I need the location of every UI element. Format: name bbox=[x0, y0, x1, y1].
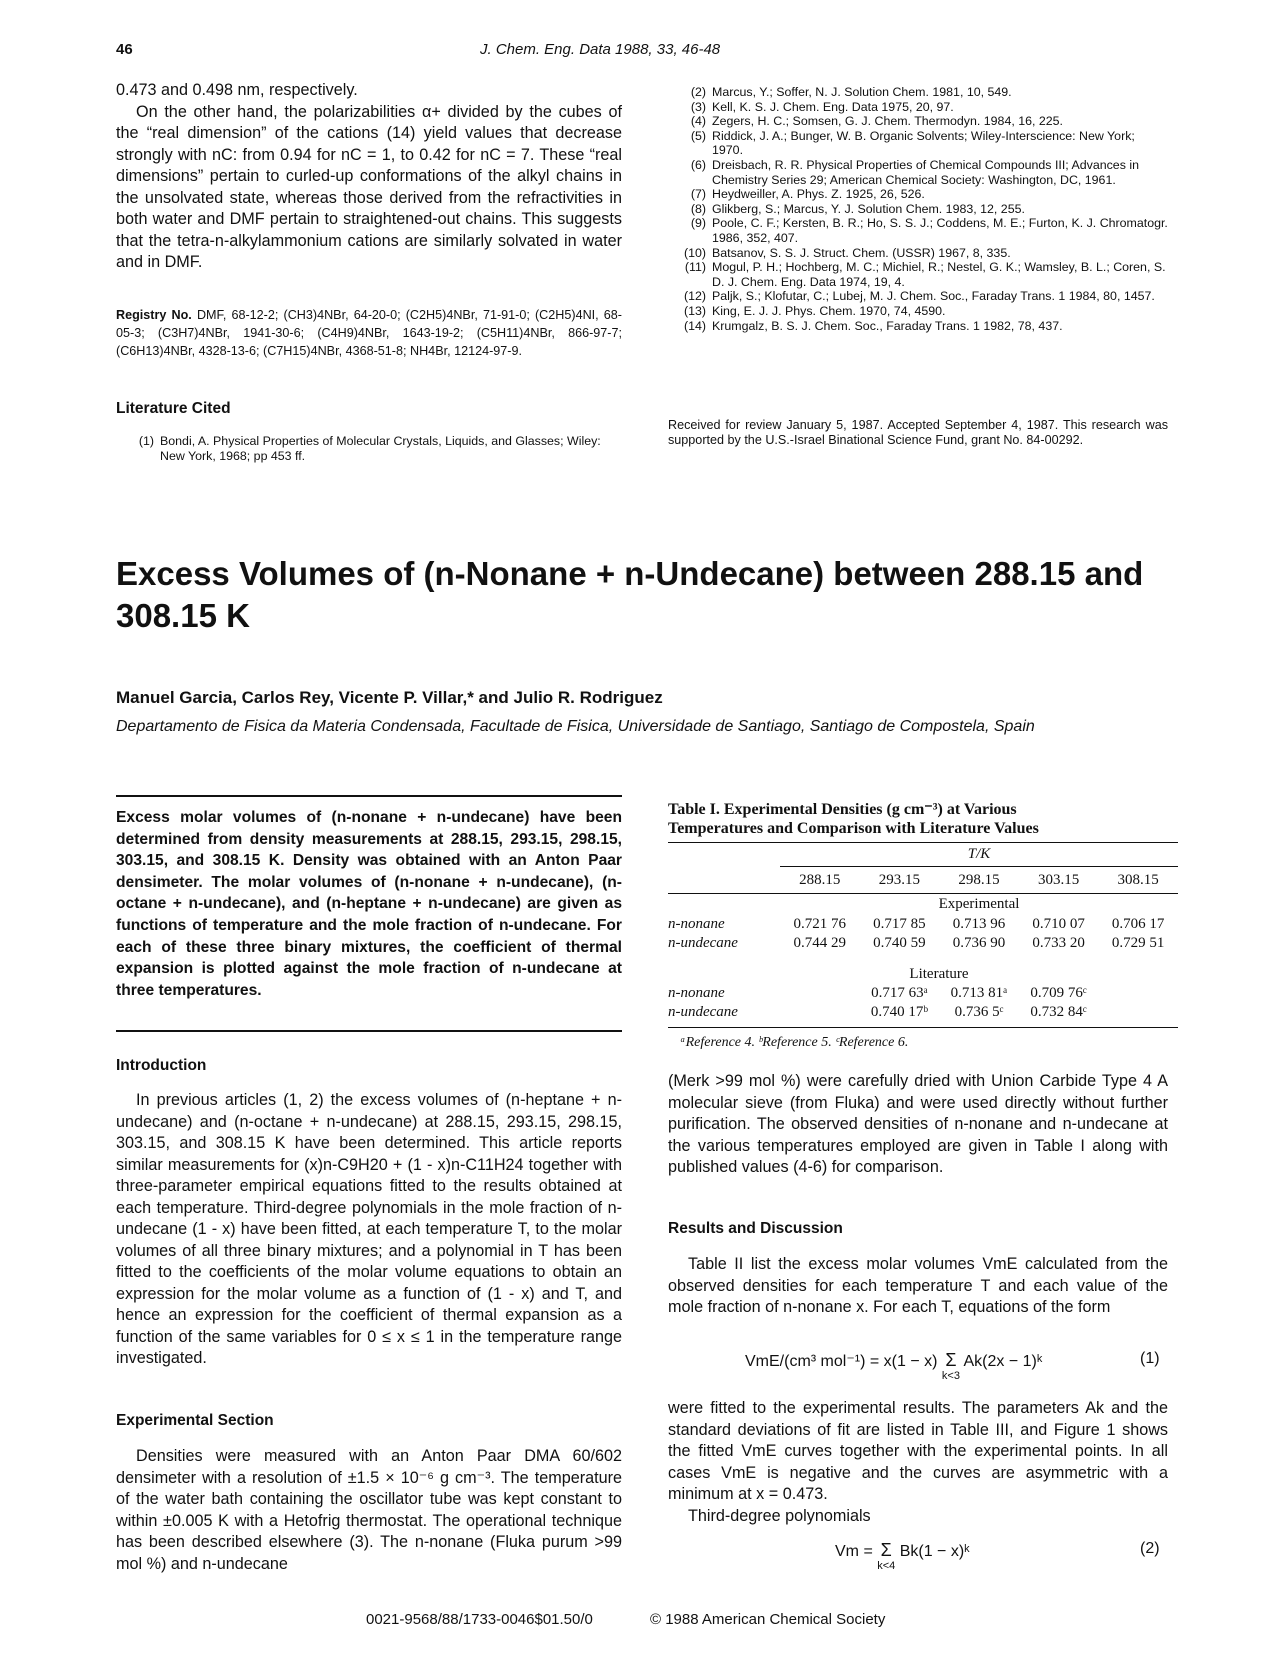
reference-item: (7) Heydweiller, A. Phys. Z. 1925, 26, 526. bbox=[690, 187, 925, 202]
experimental-heading: Experimental Section bbox=[116, 1412, 274, 1429]
registry-numbers bbox=[116, 306, 622, 360]
equation-2-number: (2) bbox=[1140, 1540, 1160, 1557]
table-group-rule bbox=[780, 866, 1178, 867]
results-text-2: were fitted to the experimental results. The parameters Ak and the standard deviations of fit are listed in Table III, and Figure 1 shows the fitted VmE curves together with the experimental points. In all cases VmE is negative and the curves are asymmetric with a minimum at x = 0.473. bbox=[668, 1399, 1168, 1503]
table-col-header: 288.15 bbox=[799, 872, 841, 888]
introduction-text: In previous articles (1, 2) the excess volumes of (n-heptane + n-undecane) and (n-octane + n-undecane) at 288.15, 293.15, 298.15, 303.15, and 308.15 K have been determined. This article reports similar measurements for (x)n-C9H20 + (1 - x)n-C11H24 together with three-parameter empirical equations fitted to the results obtained at each temperature. Third-degree polynomials in the mole fraction of n-undecane (1 - x) have been fitted, at each temperature T, to the molar volumes of all three binary mixtures; and a polynomial in T has been fitted to the coefficients of the molar volume equations to obtain an expression for the molar volume as a function of (1 - x) and T, and hence an expression for the coefficient of thermal expansion as a function of the same variables for 0 ≤ x ≤ 1 in the temperature range investigated. bbox=[116, 1091, 622, 1367]
table-footnote: ᵃReference 4. ᵇReference 5. ᶜReference 6. bbox=[680, 1035, 909, 1050]
ref-list-right bbox=[668, 85, 1168, 333]
table-col-header: 293.15 bbox=[878, 872, 921, 888]
prev-para-1: 0.473 and 0.498 nm, respectively. bbox=[116, 81, 358, 99]
reference-item: (12) Paljk, S.; Klofutar, C.; Lubej, M. J. Chem. Soc., Faraday Trans. 1 1984, 80, 1457. bbox=[683, 289, 1155, 304]
equation-2: Vm = Σ k<4 Bk(1 − x)ᵏ bbox=[835, 1540, 970, 1572]
table-exp-rows bbox=[668, 916, 1178, 954]
results-text-1: Table II list the excess molar volumes VmE calculated from the observed densities for each temperature T and each value of the mole fraction of n-nonane x. For each T, equations of the form bbox=[668, 1255, 1168, 1316]
ref-list-left bbox=[116, 434, 622, 463]
reference-item: (14) Krumgalz, B. S. J. Chem. Soc., Faraday Trans. 1 1982, 78, 437. bbox=[683, 318, 1063, 333]
abstract: Excess molar volumes of (n-nonane + n-undecane) have been determined from density measurements at 288.15, 293.15, 298.15, 303.15, and 308.15 K. Density was obtained with an Anton Paar densimeter. The molar volumes of (n-nonane + n-undecane), (n-octane + n-undecane), and (n-heptane + n-undecane) are given as functions of temperature and the mole fraction of n-undecane. For each of these three binary mixtures, the coefficient of thermal expansion is plotted against the mole fraction of n-undecane at three temperatures. bbox=[116, 809, 622, 999]
table-col-group: T/K bbox=[967, 846, 991, 862]
reference-item: (3) Kell, K. S. J. Chem. Eng. Data 1975, 20, 97. bbox=[690, 99, 954, 114]
journal-line: J. Chem. Eng. Data 1988, 33, 46-48 bbox=[480, 41, 721, 58]
registry-text: DMF, 68-12-2; (CH3)4NBr, 64-20-0; (C2H5)4NBr, 71-91-0; (C2H5)4NI, 68-05-3; (C3H7)4NBr, 1941-30-6; (C4H9)4NBr, 1643-19-2; (C5H11)4NBr, 866-97-7; (C6H13)4NBr, 4328-13-6; (C7H15)4NBr, 4368-51-8; NH4Br, 12124-97-9. bbox=[116, 308, 623, 358]
table-row: n-nonane 0.717 63ᵃ 0.713 81ᵃ 0.709 76ᶜ bbox=[668, 985, 1087, 1001]
abstract-bottom-rule bbox=[116, 1030, 622, 1032]
article-title: Excess Volumes of (n-Nonane + n-Undecane) between 288.15 and 308.15 K bbox=[116, 555, 1144, 634]
table-section-literature: Literature bbox=[909, 966, 969, 982]
table-header-row bbox=[780, 872, 1178, 889]
reference-item: (2) Marcus, Y.; Soffer, N. J. Solution Chem. 1981, 10, 549. bbox=[690, 85, 1012, 99]
prev-para-2: On the other hand, the polarizabilities α+ divided by the cubes of the “real dimension” of the cations (14) yield values that decrease strongly with nC: from 0.94 for nC = 1, to 0.42 for nC = 7. These “real dimensions” pertain to curled-up conformations of the alkyl chains in the unsolvated state, whereas those derived from the refractivities in both water and DMF pertain to straightened-out chains. This suggests that the tetra-n-alkylammonium cations are similarly solvated in water and in DMF. bbox=[116, 102, 622, 271]
registry-label: Registry No. bbox=[116, 308, 192, 322]
literature-cited-heading: Literature Cited bbox=[116, 400, 231, 417]
reference-item: (9) Poole, C. F.; Kersten, B. R.; Ho, S. S. J.; Coddens, M. E.; Furton, K. J. Chromatogr. 1986, 352, 407. bbox=[690, 216, 1168, 245]
results-text-3: Third-degree polynomials bbox=[688, 1507, 871, 1525]
results-heading: Results and Discussion bbox=[668, 1220, 843, 1237]
table-row: n-nonane 0.721 76 0.717 85 0.713 96 0.710 07 0.706 17 bbox=[668, 916, 1165, 932]
table-col-header: 298.15 bbox=[958, 872, 1000, 888]
footer-copyright: © 1988 American Chemical Society bbox=[650, 1611, 886, 1628]
authors: Manuel Garcia, Carlos Rey, Vicente P. Villar,* and Julio R. Rodriguez bbox=[116, 688, 663, 707]
footer-code: 0021-9568/88/1733-0046$01.50/0 bbox=[366, 1611, 593, 1628]
reference-item: (4) Zegers, H. C.; Somsen, G. J. Chem. Thermodyn. 1984, 16, 225. bbox=[690, 114, 1063, 129]
table-section-experimental: Experimental bbox=[938, 896, 1020, 912]
table-lit-rows bbox=[668, 985, 1178, 1023]
table-top-rule bbox=[668, 842, 1178, 843]
reference-item: (6) Dreisbach, R. R. Physical Properties of Chemical Compounds III; Advances in Chemistry Series 29; American Chemical Society: Washington, DC, 1961. bbox=[690, 157, 1139, 187]
table-header-rule bbox=[668, 893, 1178, 894]
abstract-top-rule bbox=[116, 795, 622, 797]
table-caption: Table I. Experimental Densities (g cm⁻³) at Various Temperatures and Comparison with Literature Values bbox=[668, 801, 1039, 837]
reference-item: (8) Glikberg, S.; Marcus, Y. J. Solution Chem. 1983, 12, 255. bbox=[690, 201, 1025, 216]
table-col-header: 303.15 bbox=[1037, 872, 1080, 888]
table-row: n-undecane 0.744 29 0.740 59 0.736 90 0.733 20 0.729 51 bbox=[668, 935, 1165, 951]
equation-1: VmE/(cm³ mol⁻¹) = x(1 − x) Σ k<3 Ak(2x − 1)ᵏ bbox=[745, 1350, 1043, 1382]
introduction-heading: Introduction bbox=[116, 1057, 207, 1074]
reference-item: (11) Mogul, P. H.; Hochberg, M. C.; Michiel, R.; Nestel, G. K.; Wamsley, B. L.; Coren, S. D. J. Chem. Eng. Data 1974, 19, 4. bbox=[684, 260, 1166, 289]
reference-item: (5) Riddick, J. A.; Bunger, W. B. Organic Solvents; Wiley-Interscience: New York; 1970. bbox=[690, 128, 1135, 158]
experimental-text: Densities were measured with an Anton Paar DMA 60/602 densimeter with a resolution of ±1.5 × 10⁻⁶ g cm⁻³. The temperature of the water bath containing the oscillator tube was kept constant to within ±0.005 K with a Hetofrig thermostat. The operational technique has been described elsewhere (3). The n-nonane (Fluka purum >99 mol %) and n-undecane bbox=[116, 1447, 622, 1573]
table-row: n-undecane 0.740 17ᵇ 0.736 5ᶜ 0.732 84ᶜ bbox=[668, 1004, 1087, 1020]
materials-text: (Merk >99 mol %) were carefully dried with Union Carbide Type 4 A molecular sieve (from Fluka) and were used directly without further purification. The observed densities of n-nonane and n-undecane at the various temperatures employed are given in Table I along with published values (4-6) for comparison. bbox=[668, 1072, 1168, 1176]
prev-article-text bbox=[116, 80, 622, 274]
reference-item: (10) Batsanov, S. S. J. Struct. Chem. (USSR) 1967, 8, 335. bbox=[683, 245, 1011, 260]
equation-1-number: (1) bbox=[1140, 1350, 1160, 1367]
reference-item: (13) King, E. J. J. Phys. Chem. 1970, 74, 4590. bbox=[683, 303, 946, 318]
reference-item: (1) Bondi, A. Physical Properties of Molecular Crystals, Liquids, and Glasses; Wiley: New York, 1968; pp 453 ff. bbox=[138, 434, 601, 463]
page-number: 46 bbox=[116, 41, 133, 58]
affiliation: Departamento de Fisica da Materia Condensada, Facultade de Fisica, Universidade de Santiago, Santiago de Compostela, Spain bbox=[116, 718, 1035, 735]
table-bottom-rule bbox=[668, 1027, 1178, 1028]
table-col-header: 308.15 bbox=[1117, 872, 1159, 888]
received-note: Received for review January 5, 1987. Accepted September 4, 1987. This research was supported by the U.S.-Israel Binational Science Fund, grant No. 84-00292. bbox=[668, 418, 1168, 447]
